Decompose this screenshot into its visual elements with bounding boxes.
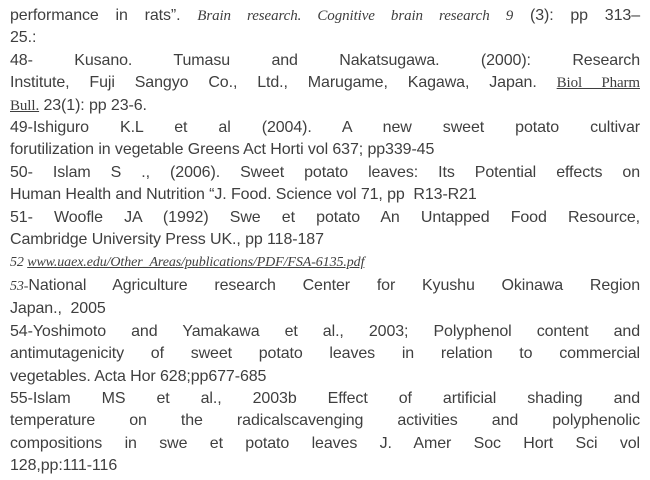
reference-line bbox=[10, 410, 640, 432]
reference-line bbox=[10, 251, 640, 274]
reference-text: vegetables. Acta Hor 628;pp677-685 bbox=[10, 367, 267, 385]
reference-text: 128,pp:111-116 bbox=[10, 457, 118, 475]
reference-text: performance in rats”. bbox=[10, 7, 198, 24]
reference-line bbox=[10, 27, 640, 49]
reference-text: 49-Ishiguro K.L et al (2004). A new sweet potato cultivar bbox=[10, 119, 640, 137]
reference-line bbox=[10, 388, 640, 410]
reference-line bbox=[10, 95, 640, 117]
reference-line bbox=[10, 139, 640, 161]
reference-text: forutilization in vegetable Greens Act Horti vol 637; pp339-45 bbox=[10, 141, 435, 159]
reference-text: 23(1): pp 23-6. bbox=[39, 96, 147, 114]
reference-line bbox=[10, 366, 640, 388]
reference-line bbox=[10, 117, 640, 139]
reference-number: 53- bbox=[10, 278, 29, 294]
reference-text: Human Health and Nutrition “J. Food. Science vol 71, pp R13-R21 bbox=[10, 186, 477, 204]
reference-text: Cambridge University Press UK., pp 118-187 bbox=[10, 231, 324, 249]
reference-item-51 bbox=[10, 207, 640, 252]
reference-line bbox=[10, 184, 640, 206]
reference-item-47 bbox=[10, 5, 640, 50]
reference-item-54 bbox=[10, 321, 640, 388]
reference-line bbox=[10, 229, 640, 251]
reference-text: Japan., 2005 bbox=[10, 300, 106, 318]
reference-line bbox=[10, 50, 640, 72]
reference-line bbox=[10, 72, 640, 94]
reference-line bbox=[10, 298, 640, 320]
reference-line bbox=[10, 162, 640, 184]
reference-line bbox=[10, 321, 640, 343]
reference-item-48 bbox=[10, 50, 640, 117]
reference-text: 51- Woofle JA (1992) Swe et potato An Untapped Food Resource, bbox=[10, 208, 640, 226]
reference-item-55 bbox=[10, 388, 640, 478]
reference-item-50 bbox=[10, 162, 640, 207]
reference-text: 54-Yoshimoto and Yamakawa et al., 2003; Polyphenol content and bbox=[10, 322, 640, 340]
reference-line bbox=[10, 275, 640, 298]
journal-abbrev-underlined: Bull. bbox=[10, 97, 40, 114]
url-link[interactable]: www.uaex.edu/Other_Areas/publications/PDF/FSA-6135.pdf bbox=[27, 255, 365, 271]
reference-line bbox=[10, 433, 640, 455]
reference-line bbox=[10, 455, 640, 477]
reference-text: temperature on the radicalscavenging activities and polyphenolic bbox=[10, 412, 640, 430]
reference-text: 55-Islam MS et al., 2003b Effect of artificial shading and bbox=[10, 389, 640, 407]
reference-line bbox=[10, 207, 640, 229]
reference-text: (3): pp 313– bbox=[513, 7, 640, 24]
reference-text: compositions in swe et potato leaves J. Amer Soc Hort Sci vol bbox=[10, 434, 640, 452]
reference-line bbox=[10, 343, 640, 365]
journal-abbrev-underlined: Biol Pharm bbox=[556, 75, 640, 92]
reference-number: 52 bbox=[10, 255, 28, 271]
reference-item-53 bbox=[10, 275, 640, 321]
reference-text: Institute, Fuji Sangyo Co., Ltd., Marugame, Kagawa, Japan. bbox=[10, 74, 557, 92]
reference-line bbox=[10, 5, 640, 27]
reference-item-52 bbox=[10, 251, 640, 274]
reference-text: 50- Islam S ., (2006). Sweet potato leaves: Its Potential effects on bbox=[10, 163, 640, 181]
reference-item-49 bbox=[10, 117, 640, 162]
reference-text: antimutagenicity of sweet potato leaves in relation to commercial bbox=[10, 345, 640, 363]
reference-text: 48- Kusano. Tumasu and Nakatsugawa. (2000): Research bbox=[10, 51, 640, 69]
reference-text: National Agriculture research Center for Kyushu Okinawa Region bbox=[28, 276, 640, 294]
reference-text: 25.: bbox=[10, 29, 37, 47]
journal-title-italic: Brain research. Cognitive brain research 9 bbox=[197, 8, 514, 24]
